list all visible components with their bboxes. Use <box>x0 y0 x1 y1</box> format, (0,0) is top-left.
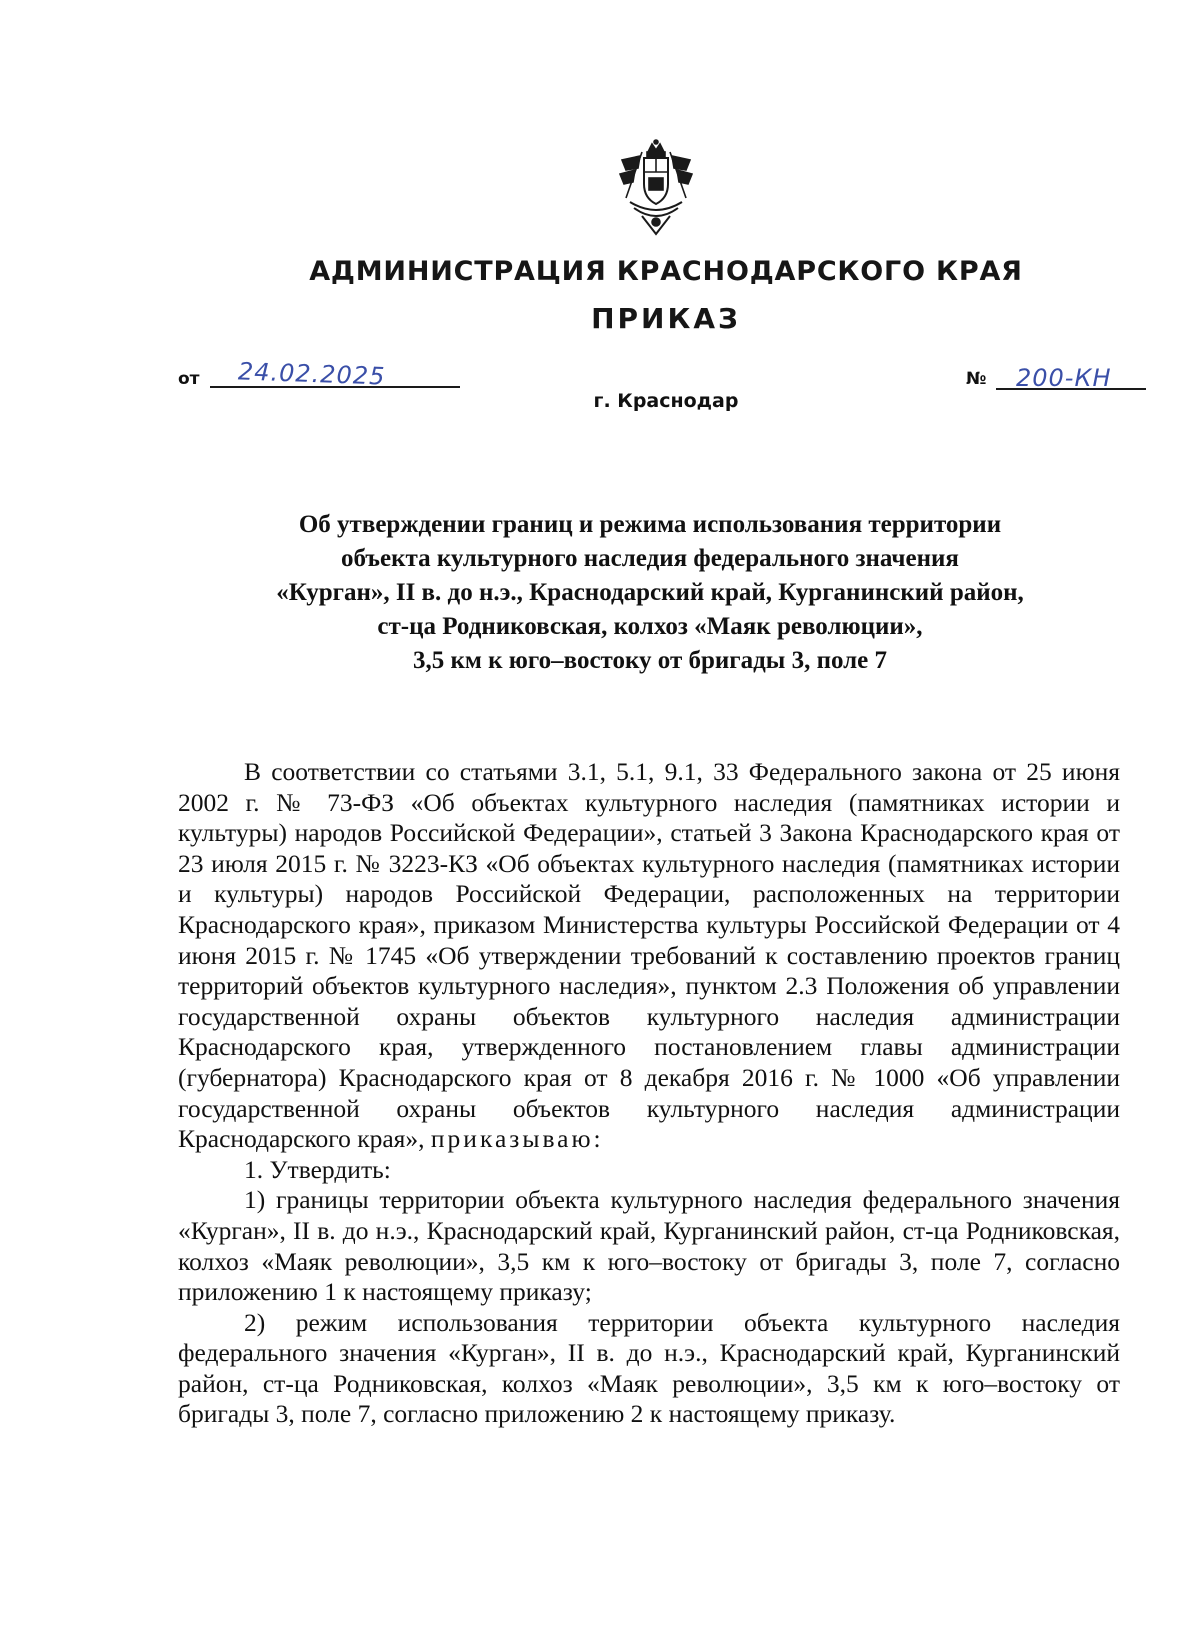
title-line: «Курган», II в. до н.э., Краснодарский край, Курганинский район, <box>276 579 1024 606</box>
document-type: ПРИКАЗ <box>591 302 741 335</box>
document-title <box>170 508 1130 678</box>
title-line: 3,5 км к юго–востоку от бригады 3, поле 7 <box>412 647 888 674</box>
title-line: ст-ца Родниковская, колхоз «Маяк революции», <box>377 613 923 640</box>
coat-of-arms-icon <box>616 138 696 238</box>
city: г. Краснодар <box>593 390 739 412</box>
item-1-2: 2) режим использования территории объекта культурного наследия федерального значения «Курган», II в. до н.э., Краснодарский край, Курганинский район, ст-ца Родниковская, колхоз «Маяк революции», 3,5 км к юго–востоку от бригады 3, поле 7, согласно приложению 2 к настоящему приказу. <box>178 1307 1120 1429</box>
item-1-1: 1) границы территории объекта культурного наследия федерального значения «Курган», II в. до н.э., Краснодарский край, Курганинский район, ст-ца Родниковская, колхоз «Маяк революции», 3,5 км к юго–востоку от бригады 3, поле 7, согласно приложению 1 к настоящему приказу; <box>178 1185 1120 1307</box>
document-body <box>178 757 1120 1430</box>
agency-name: АДМИНИСТРАЦИЯ КРАСНОДАРСКОГО КРАЯ <box>309 256 1023 287</box>
date-label: от <box>178 369 200 389</box>
intro-paragraph <box>178 757 1120 1155</box>
date-handwritten: 24.02.2025 <box>237 357 386 391</box>
item-1: 1. Утвердить: <box>244 1154 391 1184</box>
title-line: объекта культурного наследия федерального значения <box>341 545 959 572</box>
intro-text: В соответствии со статьями 3.1, 5.1, 9.1, 33 Федерального закона от 25 июня 2002 г. № 73-ФЗ «Об объектах культурного наследия (памятниках истории и культуры) народов Российской Федерации», статьей 3 Закона Краснодарского края от 23 июля 2015 г. № 3223-КЗ «Об объектах культурного наследия (памятниках истории и культуры) народов Российской Федерации, расположенных на территории Краснодарского края», приказом Министерства культуры Российской Федерации от 4 июня 2015 г. № 1745 «Об утверждении требований к составлению проектов границ территорий объектов культурного наследия», пунктом 2.3 Положения об управлении государственной охраны объектов культурного наследия администрации Краснодарского края, утвержденного постановлением главы администрации (губернатора) Краснодарского края от 8 декабря 2016 г. № 1000 «Об управлении государственной охраны объектов культурного наследия администрации Краснодарского края», <box>178 757 1120 1154</box>
title-line: Об утверждении границ и режима использования территории <box>298 511 1002 538</box>
number-handwritten: 200-КН <box>1016 364 1112 392</box>
order-word: приказываю: <box>430 1124 604 1154</box>
number-label: № <box>966 369 987 389</box>
